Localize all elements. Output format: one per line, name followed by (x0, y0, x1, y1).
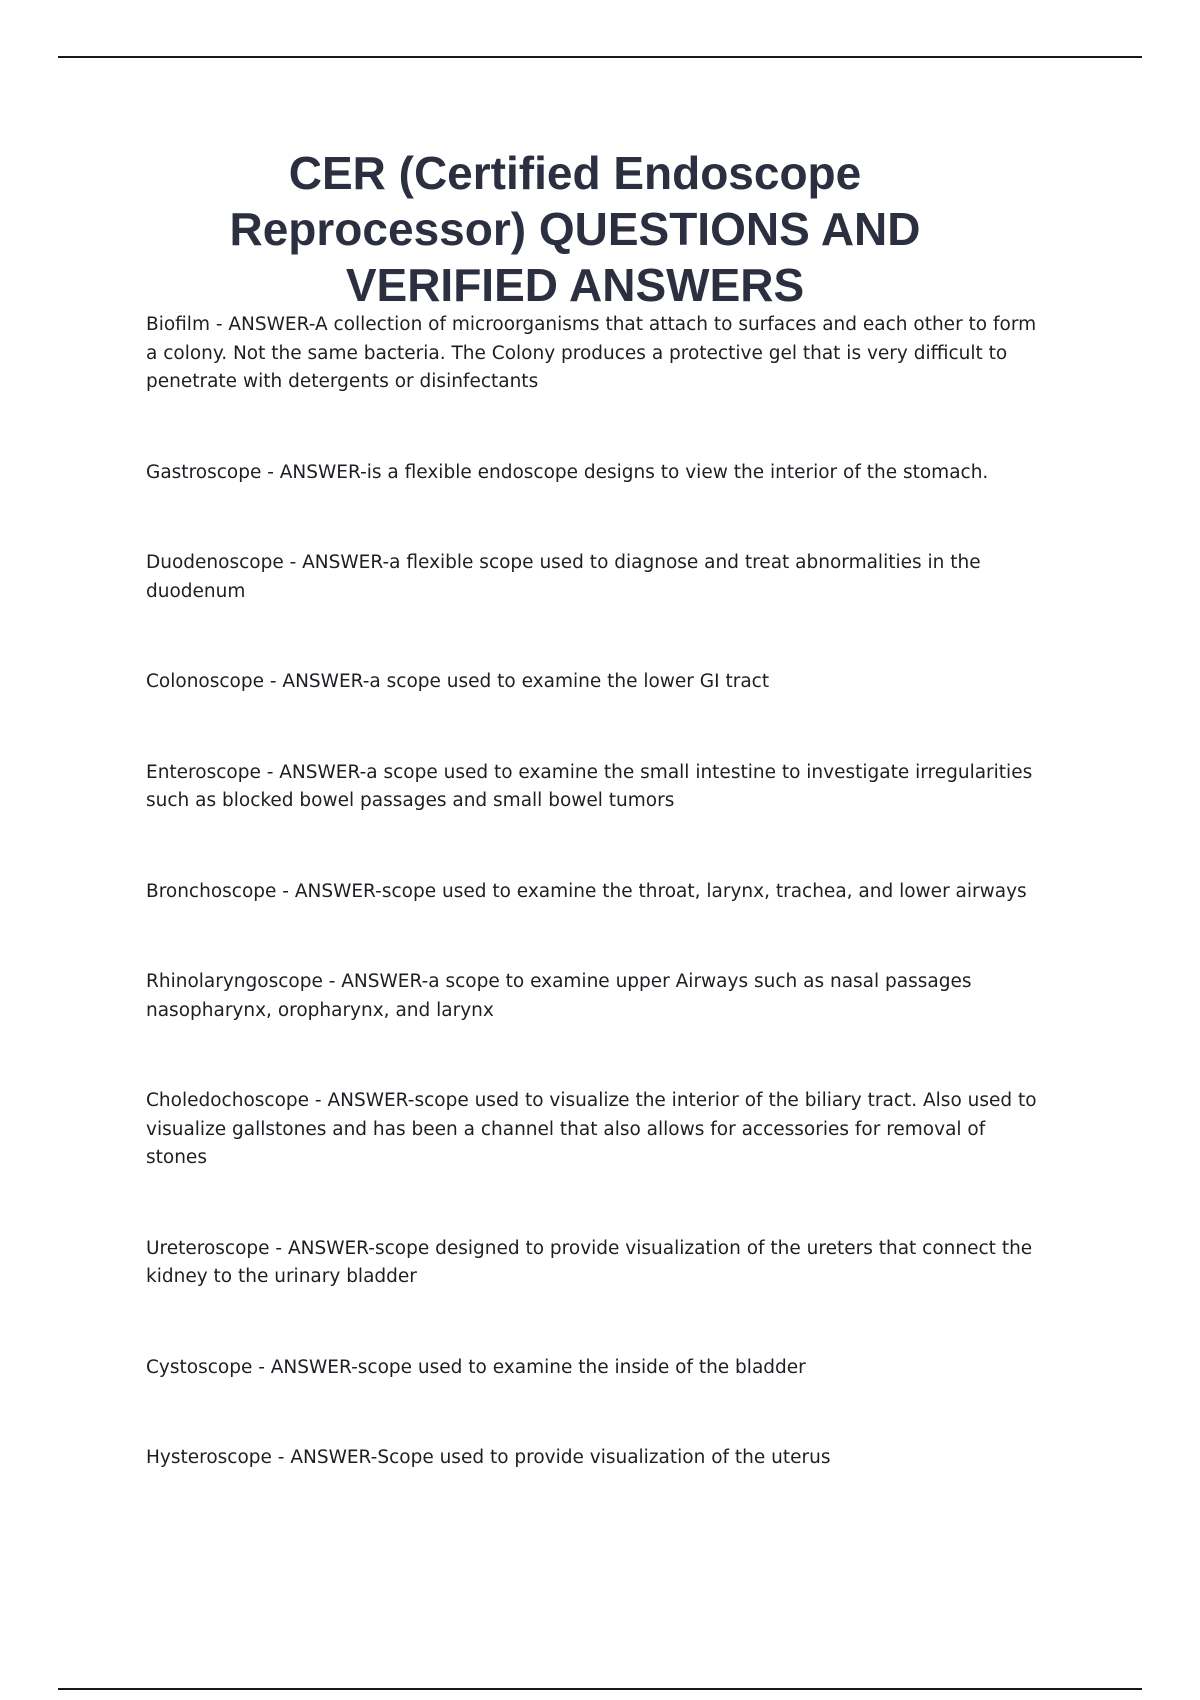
qa-list (146, 311, 1046, 1535)
qa-item-cystoscope: Cystoscope - ANSWER-scope used to examine the inside of the bladder (146, 1356, 806, 1378)
qa-item-bronchoscope: Bronchoscope - ANSWER-scope used to examine the throat, larynx, trachea, and lower airways (146, 880, 1027, 902)
qa-item-biofilm: Biofilm - ANSWER-A collection of microorganisms that attach to surfaces and each other to form a colony. Not the same bacteria. The Colony produces a protective gel that is very difficult to penetrate with detergents or disinfectants (146, 314, 1037, 392)
bottom-rule (58, 1688, 1142, 1690)
qa-item-rhinolaryngoscope: Rhinolaryngoscope - ANSWER-a scope to examine upper Airways such as nasal passages nasopharynx, oropharynx, and larynx (146, 971, 972, 1021)
qa-item-enteroscope: Enteroscope - ANSWER-a scope used to examine the small intestine to investigate irregularities such as blocked bowel passages and small bowel tumors (146, 761, 1033, 811)
top-rule (58, 56, 1142, 58)
qa-item-hysteroscope: Hysteroscope - ANSWER-Scope used to provide visualization of the uterus (146, 1447, 831, 1468)
document-title: CER (Certified Endoscope Reprocessor) QUESTIONS AND VERIFIED ANSWERS (229, 147, 921, 311)
qa-item-choledochoscope: Choledochoscope - ANSWER-scope used to visualize the interior of the biliary tract. Also used to visualize gallstones and has been a channel that also allows for accessories for removal of stones (146, 1090, 1037, 1168)
qa-item-gastroscope: Gastroscope - ANSWER-is a flexible endoscope designs to view the interior of the stomach. (146, 461, 989, 483)
qa-item-duodenoscope: Duodenoscope - ANSWER-a flexible scope used to diagnose and treat abnormalities in the duodenum (146, 552, 981, 602)
qa-item-ureteroscope: Ureteroscope - ANSWER-scope designed to provide visualization of the ureters that connect the kidney to the urinary bladder (146, 1237, 1033, 1287)
qa-item-colonoscope: Colonoscope - ANSWER-a scope used to examine the lower GI tract (146, 671, 770, 692)
